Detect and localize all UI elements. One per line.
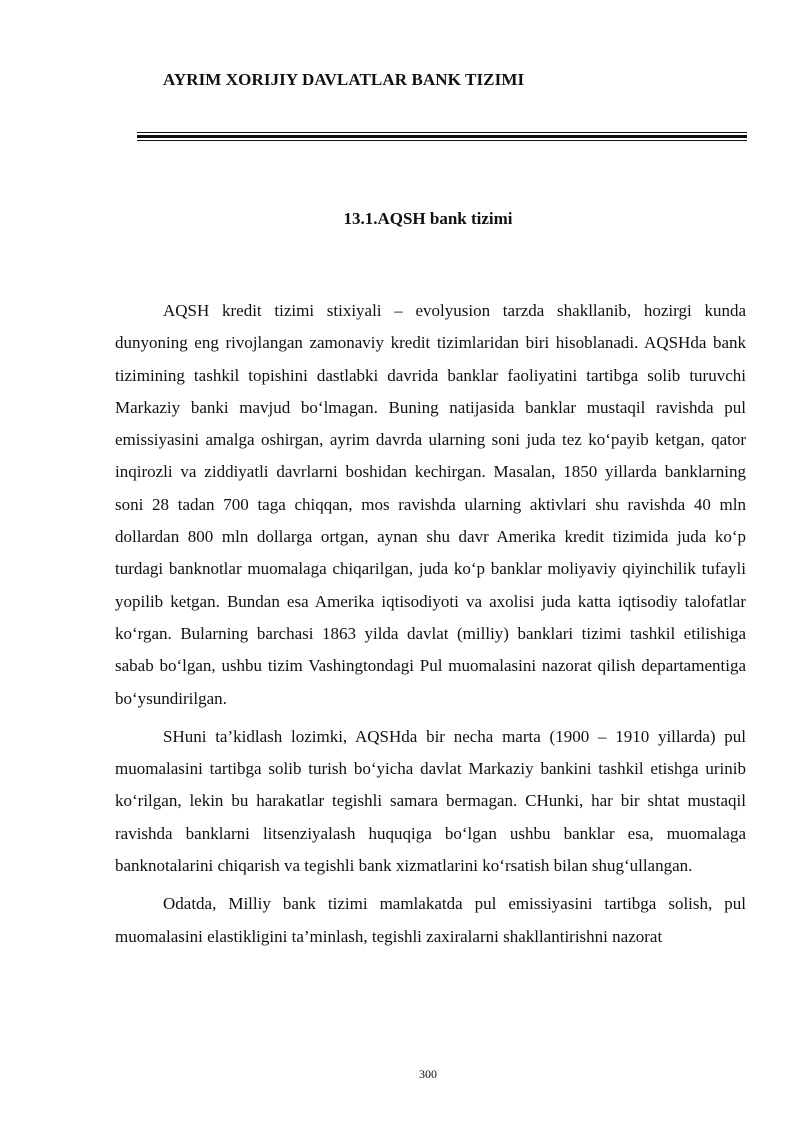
paragraph: Odatda, Milliy bank tizimi mamlakatda pul emissiyasini tartibga solish, pul muomalasini elastikligini ta’minlash, tegishli zaxiralarni shakllantirishni nazorat <box>115 894 746 946</box>
divider-line-bottom <box>137 140 747 141</box>
title-divider <box>137 132 747 143</box>
divider-line-middle <box>137 135 747 138</box>
body-text <box>115 295 746 959</box>
paragraph: AQSH kredit tizimi stixiyali – evolyusion tarzda shakllanib, hozirgi kunda dunyoning eng rivojlangan zamonaviy kredit tizimlaridan biri hisoblanadi. AQSHda bank tizimining tashkil topishini dastlabki davrida banklar faoliyatini tartibga solib turuvchi Markaziy banki mavjud bo‘lmagan. Buning natijasida banklar mustaqil ravishda pul emissiyasini amalga oshirgan, ayrim davrda ularning soni juda tez ko‘payib ketgan, qator inqirozli va ziddiyatli davrlarni boshidan kechirgan. Masalan, 1850 yillarda banklarning soni 28 tadan 700 taga chiqqan, mos ravishda ularning aktivlari shu ravishda 40 mln dollardan 800 mln dollarga ortgan, aynan shu davr Amerika kredit tizimida juda ko‘p turdagi banknotlar muomalaga chiqarilgan, juda ko‘p banklar moliyaviy qiyinchilik tufayli yopilib ketgan. Bundan esa Amerika iqtisodiyoti va axolisi juda katta iqtisodiy talofatlar ko‘rgan. Bularning barchasi 1863 yilda davlat (milliy) banklari tizimi tashkil etilishiga sabab bo‘lgan, ushbu tizim Vashingtondagi Pul muomalasini nazorat qilish departamentiga bo‘ysundirilgan. <box>115 301 746 708</box>
section-title: 13.1.AQSH bank tizimi <box>343 209 513 228</box>
chapter-title: AYRIM XORIJIY DAVLATLAR BANK TIZIMI <box>163 70 525 89</box>
page-number: 300 <box>419 1067 437 1081</box>
paragraph: SHuni ta’kidlash lozimki, AQSHda bir necha marta (1900 – 1910 yillarda) pul muomalasini tartibga solib turish bo‘yicha davlat Markaziy bankini tashkil etishga urinib ko‘rilgan, lekin bu harakatlar tegishli samara bermagan. CHunki, har bir shtat mustaqil ravishda banklarni litsenziyalash huquqiga bo‘lgan ushbu banklar esa, muomalaga banknotalarini chiqarish va tegishli bank xizmatlarini ko‘rsatish bilan shug‘ullangan. <box>115 726 746 876</box>
divider-line-top <box>137 132 747 133</box>
